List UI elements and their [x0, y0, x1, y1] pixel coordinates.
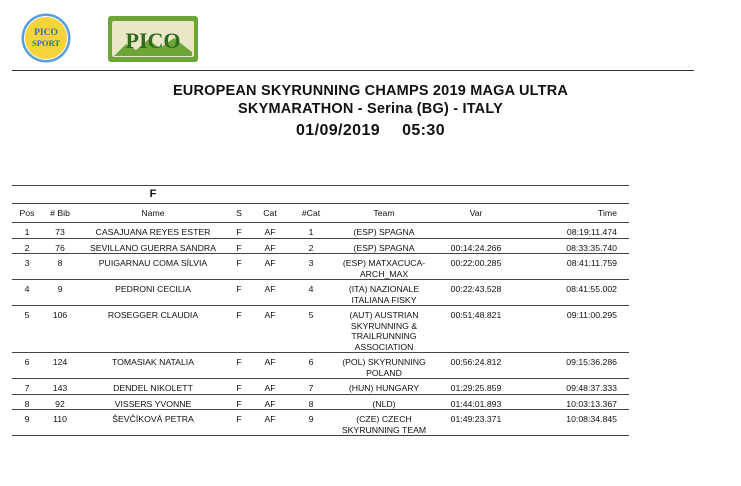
cell-bib: 9 [42, 280, 78, 306]
cell-bib: 76 [42, 238, 78, 254]
table-row [12, 379, 629, 395]
cell-sex: F [228, 379, 250, 395]
logo-text-1: PICO [34, 28, 58, 38]
cell-bib: 124 [42, 353, 78, 379]
pico-sport-logo [20, 12, 72, 64]
cell-sex: F [228, 238, 250, 254]
cell-var: 01:29:25.859 [436, 379, 516, 395]
table-row [12, 306, 629, 353]
cell-pos: 6 [12, 353, 42, 379]
cell-pos: 1 [12, 223, 42, 239]
col-header-name: Name [78, 204, 228, 223]
cell-cat: AF [250, 410, 290, 436]
cell-bib: 8 [42, 254, 78, 280]
cell-catpos: 5 [290, 306, 332, 353]
cell-bib: 110 [42, 410, 78, 436]
cell-catpos: 2 [290, 238, 332, 254]
cell-catpos: 7 [290, 379, 332, 395]
cell-sex: F [228, 223, 250, 239]
cell-time: 10:08:34.845 [516, 410, 629, 436]
cell-team: (ITA) NAZIONALE ITALIANA FISKY [332, 280, 436, 306]
cell-name: PUIGARNAU COMA SÍLVIA [78, 254, 228, 280]
cell-time: 10:03:13.367 [516, 394, 629, 410]
cell-sex: F [228, 254, 250, 280]
col-header-time: Time [516, 204, 629, 223]
cell-cat: AF [250, 379, 290, 395]
cell-team: (POL) SKYRUNNING POLAND [332, 353, 436, 379]
cell-team: (HUN) HUNGARY [332, 379, 436, 395]
table-row [12, 254, 629, 280]
cell-name: ŠEVČÍKOVÁ PETRA [78, 410, 228, 436]
cell-team: (ESP) MATXACUCA-ARCH_MAX [332, 254, 436, 280]
table-row [12, 238, 629, 254]
cell-pos: 4 [12, 280, 42, 306]
cell-catpos: 3 [290, 254, 332, 280]
cell-pos: 3 [12, 254, 42, 280]
cell-name: TOMASIAK NATALIA [78, 353, 228, 379]
cell-cat: AF [250, 353, 290, 379]
cell-pos: 5 [12, 306, 42, 353]
event-time: 05:30 [402, 122, 445, 139]
logo-badge-text: PICO [125, 28, 181, 53]
cell-pos: 8 [12, 394, 42, 410]
cell-sex: F [228, 353, 250, 379]
table-row [12, 280, 629, 306]
cell-cat: AF [250, 238, 290, 254]
cell-var: 01:49:23.371 [436, 410, 516, 436]
cell-sex: F [228, 306, 250, 353]
cell-sex: F [228, 410, 250, 436]
cell-name: PEDRONI CECILIA [78, 280, 228, 306]
cell-time: 08:19:11.474 [516, 223, 629, 239]
cell-var: 01:44:01.893 [436, 394, 516, 410]
cell-catpos: 4 [290, 280, 332, 306]
cell-name: ROSEGGER CLAUDIA [78, 306, 228, 353]
event-subtitle: SKYMARATHON - Serina (BG) - ITALY [238, 101, 503, 117]
table-row [12, 223, 629, 239]
col-header-sex: S [228, 204, 250, 223]
cell-bib: 143 [42, 379, 78, 395]
cell-catpos: 1 [290, 223, 332, 239]
cell-team: (NLD) [332, 394, 436, 410]
results-table [12, 185, 629, 436]
cell-var: 00:14:24.266 [436, 238, 516, 254]
col-header-catpos: #Cat [290, 204, 332, 223]
cell-bib: 73 [42, 223, 78, 239]
cell-var: 00:22:00.285 [436, 254, 516, 280]
cell-team: (AUT) AUSTRIAN SKYRUNNING & TRAILRUNNING ASSOCIATION [332, 306, 436, 353]
cell-cat: AF [250, 280, 290, 306]
col-header-team: Team [332, 204, 436, 223]
cell-name: DENDEL NIKOLETT [78, 379, 228, 395]
cell-name: SEVILLANO GUERRA SANDRA [78, 238, 228, 254]
cell-pos: 2 [12, 238, 42, 254]
cell-var [436, 223, 516, 239]
event-datetime [0, 122, 741, 140]
cell-time: 08:33:35.740 [516, 238, 629, 254]
table-header-row [12, 204, 629, 223]
col-header-var: Var [436, 204, 516, 223]
cell-time: 08:41:55.002 [516, 280, 629, 306]
table-row [12, 394, 629, 410]
cell-pos: 7 [12, 379, 42, 395]
cell-time: 09:15:36.286 [516, 353, 629, 379]
cell-cat: AF [250, 306, 290, 353]
table-row [12, 353, 629, 379]
cell-catpos: 6 [290, 353, 332, 379]
cell-catpos: 8 [290, 394, 332, 410]
cell-time: 09:11:00.295 [516, 306, 629, 353]
cell-cat: AF [250, 254, 290, 280]
cell-time: 08:41:11.759 [516, 254, 629, 280]
cell-name: CASAJUANA REYES ESTER [78, 223, 228, 239]
category-label: F [78, 186, 228, 204]
col-header-cat: Cat [250, 204, 290, 223]
cell-team: (ESP) SPAGNA [332, 223, 436, 239]
cell-team: (ESP) SPAGNA [332, 238, 436, 254]
cell-pos: 9 [12, 410, 42, 436]
cell-time: 09:48:37.333 [516, 379, 629, 395]
cell-catpos: 9 [290, 410, 332, 436]
cell-var: 00:56:24.812 [436, 353, 516, 379]
cell-sex: F [228, 280, 250, 306]
col-header-bib: # Bib [42, 204, 78, 223]
cell-var: 00:22:43.528 [436, 280, 516, 306]
cell-sex: F [228, 394, 250, 410]
cell-cat: AF [250, 394, 290, 410]
col-header-pos: Pos [12, 204, 42, 223]
event-date: 01/09/2019 [296, 122, 381, 139]
logo-text-2: SPORT [31, 38, 61, 48]
cell-bib: 92 [42, 394, 78, 410]
cell-cat: AF [250, 223, 290, 239]
event-title: EUROPEAN SKYRUNNING CHAMPS 2019 MAGA ULTRA [172, 83, 569, 99]
cell-var: 00:51:48.821 [436, 306, 516, 353]
header-divider [12, 70, 694, 71]
cell-name: VISSERS YVONNE [78, 394, 228, 410]
cell-team: (CZE) CZECH SKYRUNNING TEAM [332, 410, 436, 436]
table-row [12, 410, 629, 436]
pico-badge-logo [108, 16, 198, 62]
cell-bib: 106 [42, 306, 78, 353]
